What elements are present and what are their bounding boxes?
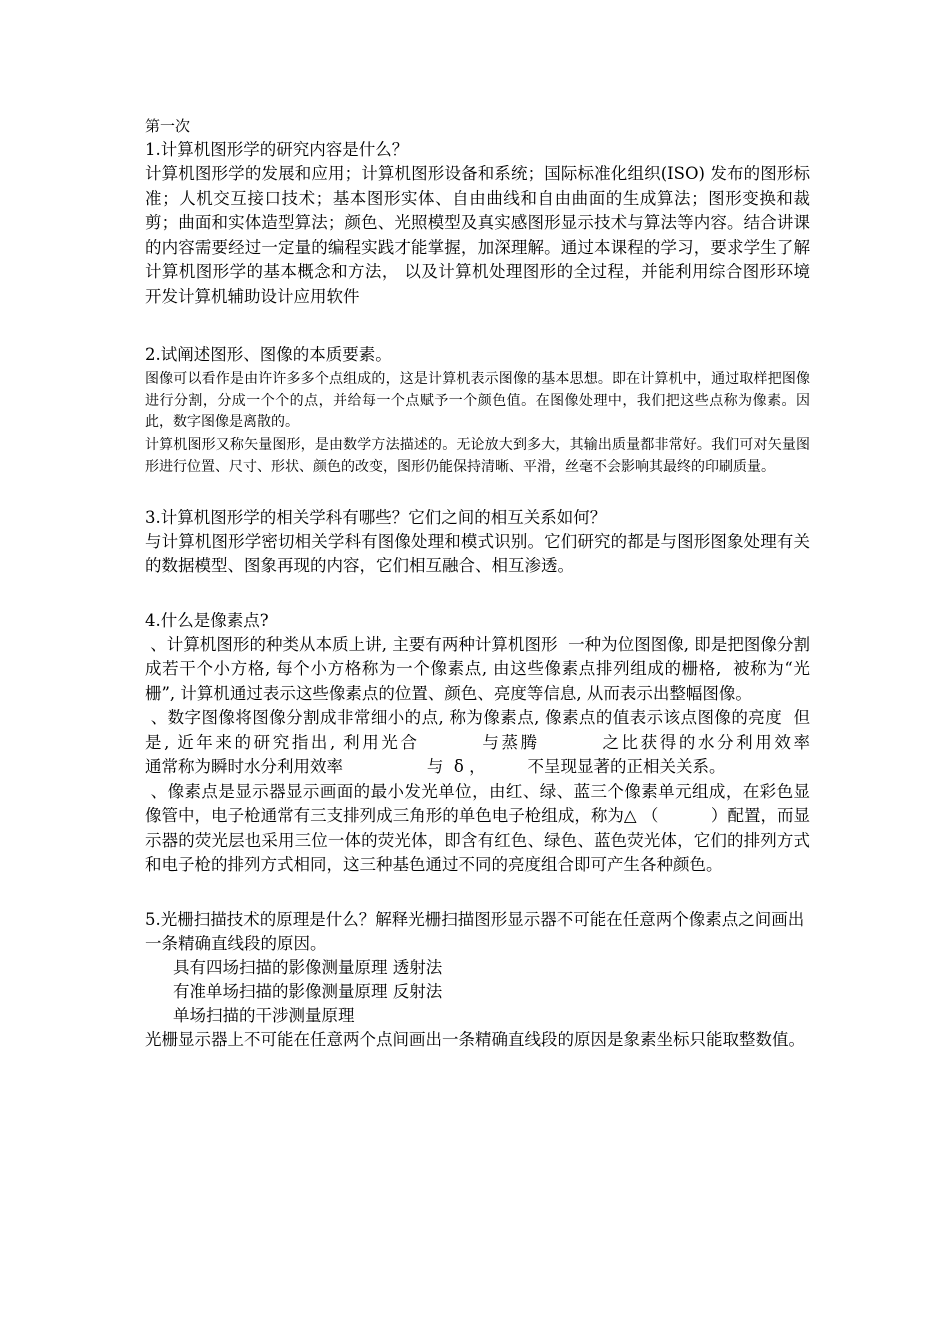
answer-2-paragraph-2: 计算机图形又称矢量图形，是由数学方法描述的。无论放大到多大，其输出质量都非常好。我们可对矢量图形进行位置、尺寸、形状、颜色的改变，图形仍能保持清晰、平滑，丝毫不会影响其最终的印刷质量。: [145, 436, 810, 475]
question-2: 2.试阐述图形、图像的本质要素。: [145, 345, 392, 364]
list-item: 有准单场扫描的影像测量原理 反射法: [173, 981, 443, 1001]
session-heading: 第一次: [145, 117, 191, 135]
question-5: 5.光栅扫描技术的原理是什么？解释光栅扫描图形显示器不可能在任意两个像素点之间画出一条精确直线段的原因。: [145, 909, 805, 953]
spacer: [145, 478, 810, 500]
question-4: 4.什么是像素点?: [145, 610, 269, 630]
document-page: [145, 116, 915, 1052]
spacer: [145, 878, 810, 902]
question-3: 3.计算机图形学的相关学科有哪些？它们之间的相互关系如何？: [145, 507, 607, 527]
list-item: 单场扫描的干涉测量原理: [173, 1005, 355, 1025]
answer-2-paragraph-1: 图像可以看作是由许许多多个点组成的，这是计算机表示图像的基本思想。即在计算机中，通过取样把图像进行分割，分成一个个的点，并给每一个点赋予一个颜色值。在图像处理中，我们把这些点称为像素。因此，数字图像是离散的。: [145, 371, 810, 430]
answer-5: 光栅显示器上不可能在任意两个点间画出一条精确直线段的原因是象素坐标只能取整数值。: [145, 1029, 805, 1049]
answer-1: 计算机图形学的发展和应用；计算机图形设备和系统；国际标准化组织(ISO) 发布的图形标准；人机交互接口技术；基本图形实体、自由曲线和自由曲面的生成算法；图形变换和裁剪；曲面和实体造型算法；颜色、光照模型及真实感图形显示技术与算法等内容。结合讲课的内容需要经过一定量的编程实践才能掌握，加深理解。通过本课程的学习，要求学生了解计算机图形学的基本概念和方法， 以及计算机处理图形的全过程，并能利用综合图形环境开发计算机辅助设计应用软件: [145, 164, 810, 306]
answer-4-paragraph-1: 、计算机图形的种类从本质上讲, 主要有两种计算机图形 一种为位图图像, 即是把图像分割成若干个小方格, 每个小方格称为一个像素点, 由这些像素点排列组成的栅格, 被称为“光栅”, 计算机通过表示这些像素点的位置、颜色、亮度等信息, 从而表示出整幅图像。: [145, 634, 810, 703]
answer-3: 与计算机图形学密切相关学科有图像处理和模式识别。它们研究的都是与图形图象处理有关的数据模型、图象再现的内容，它们相互融合、相互渗透。: [145, 531, 810, 575]
list-item: 具有四场扫描的影像测量原理 透射法: [173, 957, 443, 977]
answer-4-paragraph-2: 、数字图像将图像分割成非常细小的点, 称为像素点, 像素点的值表示该点图像的亮度 但是, 近年来的研究指出, 利用光合 与蒸腾 之比获得的水分利用效率 通常称为瞬时水分利用效率 与 δ ， 不呈现显著的正相关关系。: [145, 708, 915, 776]
spacer: [145, 309, 810, 333]
question-1: 1.计算机图形学的研究内容是什么？: [145, 140, 409, 159]
answer-4-paragraph-3: 、像素点是显示器显示画面的最小发光单位，由红、绿、蓝三个像素单元组成，在彩色显像管中，电子枪通常有三支排列成三角形的单色电子枪组成，称为△ （ ）配置，而显示器的荧光层也采用三位一体的荧光体，即含有红色、绿色、蓝色荧光体，它们的排列方式和电子枪的排列方式相同，这三种基色通过不同的亮度组合即可产生各种颜色。: [145, 781, 811, 874]
spacer: [145, 579, 810, 603]
